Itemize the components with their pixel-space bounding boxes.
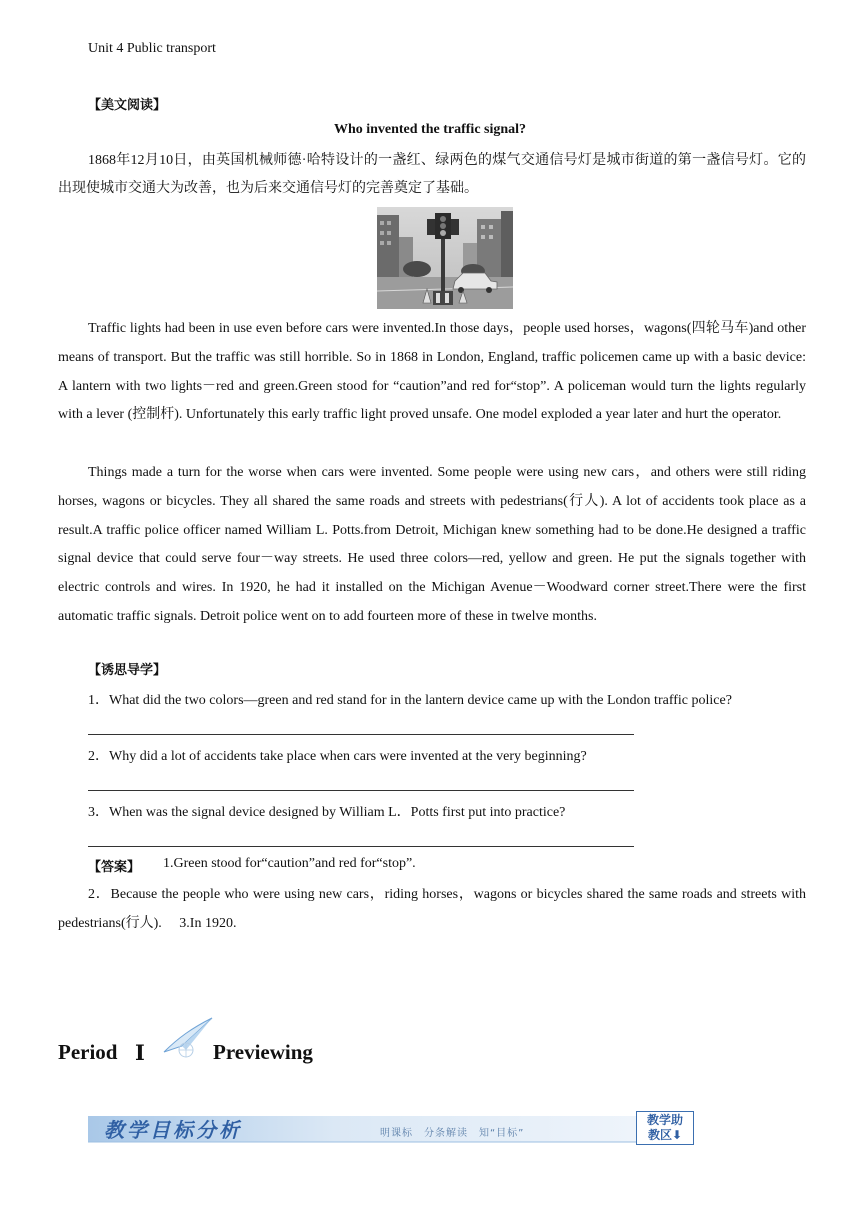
article-title: Who invented the traffic signal? bbox=[333, 122, 527, 137]
answer-line-2 bbox=[88, 790, 634, 791]
period-name: Previewing bbox=[213, 1040, 313, 1064]
banner-title: 教学目标分析 bbox=[104, 1118, 242, 1142]
article-paragraph-1: Traffic lights had been in use even before cars were invented.In those days，people used horses，wagons(四轮马车)and other means of transport. But the traffic was still horrible. So in 1868 in London, England, traffic policemen came up with a basic device: A lantern with two lights－red and green.Green stood for “caution”and red for“stop”. A policeman would turn the lights regularly with a lever (控制杆). Unfortunately this early traffic light proved unsafe. One model exploded a year later and hurt the operator. bbox=[58, 321, 806, 423]
answer-label: 【答案】 bbox=[88, 860, 141, 875]
chinese-intro: 1868年12月10日，由英国机械师德·哈特设计的一盏红、绿两色的煤气交通信号灯是城市街道的第一盏信号灯。它的出现使城市交通大为改善，也为后来交通信号灯的完善奠定了基础。 bbox=[58, 153, 806, 196]
period-label: Period bbox=[58, 1040, 118, 1064]
help-box-line-1: 教学助 bbox=[646, 1113, 683, 1127]
banner-slogan: 明课标 分条解读 知“目标” bbox=[380, 1128, 525, 1139]
question-3: 3．When was the signal device designed by William L．Potts first put into practice? bbox=[88, 805, 566, 820]
answer-2-3: 2．Because the people who were using new cars，riding horses，wagons or bicycles shared the same roads and streets with pedestrians(行人). 3.In 1920. bbox=[58, 887, 806, 931]
guide-section-label: 【诱思导学】 bbox=[88, 663, 167, 678]
teaching-help-box[interactable] bbox=[636, 1111, 694, 1145]
paper-plane-icon bbox=[160, 1016, 216, 1062]
answer-line-3 bbox=[88, 846, 634, 847]
help-box-line-2: 教区⬇ bbox=[647, 1128, 683, 1142]
question-1: 1．What did the two colors—green and red stand for in the lantern device came up with the London traffic police? bbox=[88, 693, 732, 708]
reading-section-label: 【美文阅读】 bbox=[88, 98, 167, 113]
article-paragraph-2: Things made a turn for the worse when cars were invented. Some people were using new cars，and others were still riding horses, wagons or bicycles. They all shared the same roads and streets with pedestrians(行人). A lot of accidents took place as a result.A traffic police officer named William L. Potts.from Detroit, Michigan knew something had to be done.He designed a traffic signal device that could serve four－way streets. He used three colors—red, yellow and green. He put the signals together with electric controls and wires. In 1920, he had it installed on the Michigan Avenue－Woodward corner street.There were the first automatic traffic signals. Detroit police went on to add fourteen more of these in twelve months. bbox=[58, 465, 806, 624]
answer-line-1 bbox=[88, 734, 634, 735]
answer-1: 1.Green stood for“caution”and red for“stop”. bbox=[163, 856, 416, 871]
period-number: Ⅰ bbox=[135, 1041, 145, 1065]
traffic-light-photo bbox=[377, 207, 513, 309]
page-header: Unit 4 Public transport bbox=[88, 41, 216, 56]
question-2: 2．Why did a lot of accidents take place when cars were invented at the very beginning? bbox=[88, 749, 587, 764]
